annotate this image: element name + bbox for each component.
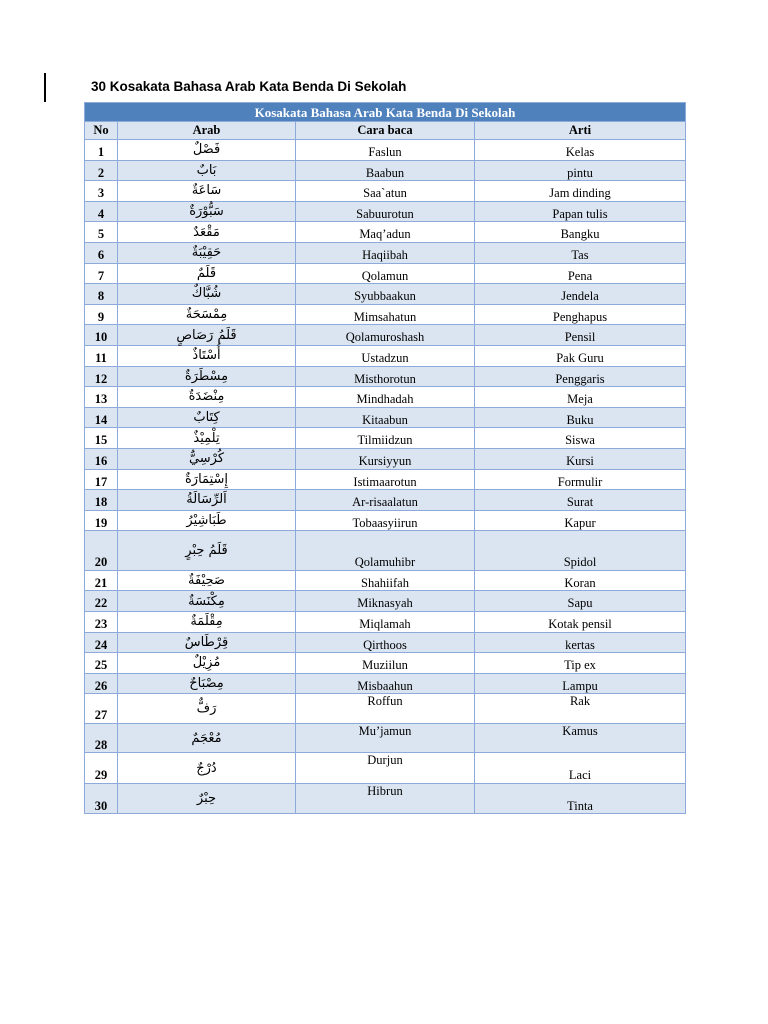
cell-mean: Pensil <box>475 325 686 346</box>
table-row <box>85 428 686 449</box>
cell-read: Qolamun <box>296 263 475 284</box>
cell-mean: Jendela <box>475 284 686 305</box>
table-banner-row <box>85 103 686 122</box>
cell-read: Qolamuhibr <box>296 531 475 571</box>
table-row <box>85 694 686 724</box>
cell-mean: pintu <box>475 160 686 181</box>
cell-no: 28 <box>85 723 118 753</box>
cell-no: 15 <box>85 428 118 449</box>
table-row <box>85 181 686 202</box>
cell-read: Mimsahatun <box>296 304 475 325</box>
cell-read: Durjun <box>296 753 475 784</box>
cell-no: 25 <box>85 653 118 674</box>
table-row <box>85 242 686 263</box>
cell-read: Haqiibah <box>296 242 475 263</box>
cell-arab: سَاعَةٌ <box>118 181 296 202</box>
cell-arab: سَبُّوْرَةٌ <box>118 201 296 222</box>
cell-arab: مِنْضَدَةٌ <box>118 387 296 408</box>
cell-read: Mu’jamun <box>296 723 475 753</box>
table-row <box>85 160 686 181</box>
table-row <box>85 783 686 814</box>
cell-no: 19 <box>85 510 118 531</box>
cell-arab: قَلَمُ حِبْرٍ <box>118 531 296 571</box>
cell-mean: Penghapus <box>475 304 686 325</box>
table-row <box>85 366 686 387</box>
cell-mean: Koran <box>475 570 686 591</box>
cell-arab: كِتَابٌ <box>118 407 296 428</box>
table-row <box>85 325 686 346</box>
document-title: 30 Kosakata Bahasa Arab Kata Benda Di Sekolah <box>91 79 407 94</box>
cell-mean: Siswa <box>475 428 686 449</box>
cell-no: 26 <box>85 673 118 694</box>
table-row <box>85 407 686 428</box>
header-no: No <box>85 122 118 140</box>
cell-read: Shahiifah <box>296 570 475 591</box>
cell-arab: مُزِيْلٌ <box>118 653 296 674</box>
cell-arab: مِسْطَرَةٌ <box>118 366 296 387</box>
table-row <box>85 304 686 325</box>
cell-no: 11 <box>85 345 118 366</box>
cell-mean: kertas <box>475 632 686 653</box>
cell-no: 20 <box>85 531 118 571</box>
table-row <box>85 673 686 694</box>
table-row <box>85 387 686 408</box>
cell-mean: Surat <box>475 490 686 511</box>
cell-arab: رَفٌّ <box>118 694 296 724</box>
table-row <box>85 469 686 490</box>
cell-arab: مِكْنَسَةٌ <box>118 591 296 612</box>
cell-mean: Tip ex <box>475 653 686 674</box>
table-row <box>85 140 686 161</box>
cell-no: 2 <box>85 160 118 181</box>
cell-mean: Kapur <box>475 510 686 531</box>
cell-no: 18 <box>85 490 118 511</box>
cell-arab: حَقِيْبَةٌ <box>118 242 296 263</box>
cell-read: Syubbaakun <box>296 284 475 305</box>
cell-mean: Meja <box>475 387 686 408</box>
cell-mean: Jam dinding <box>475 181 686 202</box>
cell-no: 3 <box>85 181 118 202</box>
cell-read: Qolamuroshash <box>296 325 475 346</box>
cell-arab: طَبَاشِيْرُ <box>118 510 296 531</box>
cell-no: 22 <box>85 591 118 612</box>
table-row <box>85 591 686 612</box>
cell-mean: Penggaris <box>475 366 686 387</box>
cell-no: 5 <box>85 222 118 243</box>
cell-arab: إِسْتِمَارَةٌ <box>118 469 296 490</box>
cell-no: 12 <box>85 366 118 387</box>
cell-no: 21 <box>85 570 118 591</box>
cell-read: Hibrun <box>296 783 475 814</box>
table-row <box>85 510 686 531</box>
table-row <box>85 222 686 243</box>
table-row <box>85 263 686 284</box>
table-row <box>85 753 686 784</box>
cell-arab: تِلْمِيْذٌ <box>118 428 296 449</box>
cell-no: 8 <box>85 284 118 305</box>
cell-arab: مِصْبَاحٌ <box>118 673 296 694</box>
cell-mean: Spidol <box>475 531 686 571</box>
cell-no: 9 <box>85 304 118 325</box>
cell-mean: Tinta <box>475 783 686 814</box>
cell-mean: Laci <box>475 753 686 784</box>
cell-read: Kitaabun <box>296 407 475 428</box>
cell-read: Muziilun <box>296 653 475 674</box>
cell-no: 6 <box>85 242 118 263</box>
cell-arab: اَلرِّسَالَةُ <box>118 490 296 511</box>
table-row <box>85 632 686 653</box>
cell-mean: Rak <box>475 694 686 724</box>
cell-arab: أُسْتَاذٌ <box>118 345 296 366</box>
cell-no: 10 <box>85 325 118 346</box>
table-row <box>85 653 686 674</box>
table-row <box>85 284 686 305</box>
cell-mean: Bangku <box>475 222 686 243</box>
cell-read: Misbaahun <box>296 673 475 694</box>
cell-no: 29 <box>85 753 118 784</box>
cell-mean: Buku <box>475 407 686 428</box>
cell-read: Baabun <box>296 160 475 181</box>
cell-mean: Lampu <box>475 673 686 694</box>
cell-mean: Pena <box>475 263 686 284</box>
cell-read: Faslun <box>296 140 475 161</box>
cell-arab: فَصْلٌ <box>118 140 296 161</box>
cell-arab: قَلَمٌ <box>118 263 296 284</box>
cell-read: Ar-risaalatun <box>296 490 475 511</box>
table-row <box>85 490 686 511</box>
table-row <box>85 570 686 591</box>
cell-no: 30 <box>85 783 118 814</box>
cell-read: Miknasyah <box>296 591 475 612</box>
cell-no: 23 <box>85 611 118 632</box>
cell-mean: Formulir <box>475 469 686 490</box>
cell-arab: مِمْسَحَةٌ <box>118 304 296 325</box>
cell-arab: صَحِيْفَةٌ <box>118 570 296 591</box>
cell-read: Misthorotun <box>296 366 475 387</box>
table-row <box>85 611 686 632</box>
cell-no: 1 <box>85 140 118 161</box>
cell-read: Maq’adun <box>296 222 475 243</box>
cell-mean: Sapu <box>475 591 686 612</box>
header-arab: Arab <box>118 122 296 140</box>
cell-no: 4 <box>85 201 118 222</box>
table-banner: Kosakata Bahasa Arab Kata Benda Di Sekolah <box>85 103 686 122</box>
cell-read: Sabuurotun <box>296 201 475 222</box>
cell-no: 13 <box>85 387 118 408</box>
table-header-row <box>85 122 686 140</box>
cell-arab: مُعْجَمٌ <box>118 723 296 753</box>
cell-read: Tilmiidzun <box>296 428 475 449</box>
cell-mean: Pak Guru <box>475 345 686 366</box>
cell-read: Tobaasyiirun <box>296 510 475 531</box>
table-row <box>85 448 686 469</box>
cell-read: Miqlamah <box>296 611 475 632</box>
cell-mean: Kelas <box>475 140 686 161</box>
table-body <box>85 140 686 814</box>
cell-read: Kursiyyun <box>296 448 475 469</box>
cell-read: Ustadzun <box>296 345 475 366</box>
vocabulary-table <box>84 102 686 814</box>
cell-read: Istimaarotun <box>296 469 475 490</box>
cell-mean: Kotak pensil <box>475 611 686 632</box>
cell-read: Mindhadah <box>296 387 475 408</box>
header-read: Cara baca <box>296 122 475 140</box>
cell-no: 24 <box>85 632 118 653</box>
cell-no: 17 <box>85 469 118 490</box>
table-row <box>85 531 686 571</box>
cell-mean: Kamus <box>475 723 686 753</box>
cell-arab: شُبَّاكٌ <box>118 284 296 305</box>
cell-arab: دُرْجٌ <box>118 753 296 784</box>
cell-no: 14 <box>85 407 118 428</box>
cell-mean: Tas <box>475 242 686 263</box>
cell-mean: Kursi <box>475 448 686 469</box>
cell-arab: قَلَمُ رَصَاصٍ <box>118 325 296 346</box>
cell-read: Roffun <box>296 694 475 724</box>
cell-arab: قِرْطَاسٌ <box>118 632 296 653</box>
cell-no: 16 <box>85 448 118 469</box>
table-row <box>85 723 686 753</box>
table-row <box>85 201 686 222</box>
cell-arab: مَقْعَدٌ <box>118 222 296 243</box>
cell-mean: Papan tulis <box>475 201 686 222</box>
cell-no: 7 <box>85 263 118 284</box>
header-mean: Arti <box>475 122 686 140</box>
cell-read: Qirthoos <box>296 632 475 653</box>
cell-arab: حِبْرٌ <box>118 783 296 814</box>
table-row <box>85 345 686 366</box>
cell-no: 27 <box>85 694 118 724</box>
text-cursor <box>44 73 46 102</box>
cell-arab: بَابٌ <box>118 160 296 181</box>
cell-read: Saa`atun <box>296 181 475 202</box>
cell-arab: كُرْسِيٌّ <box>118 448 296 469</box>
cell-arab: مِقْلَمَةٌ <box>118 611 296 632</box>
